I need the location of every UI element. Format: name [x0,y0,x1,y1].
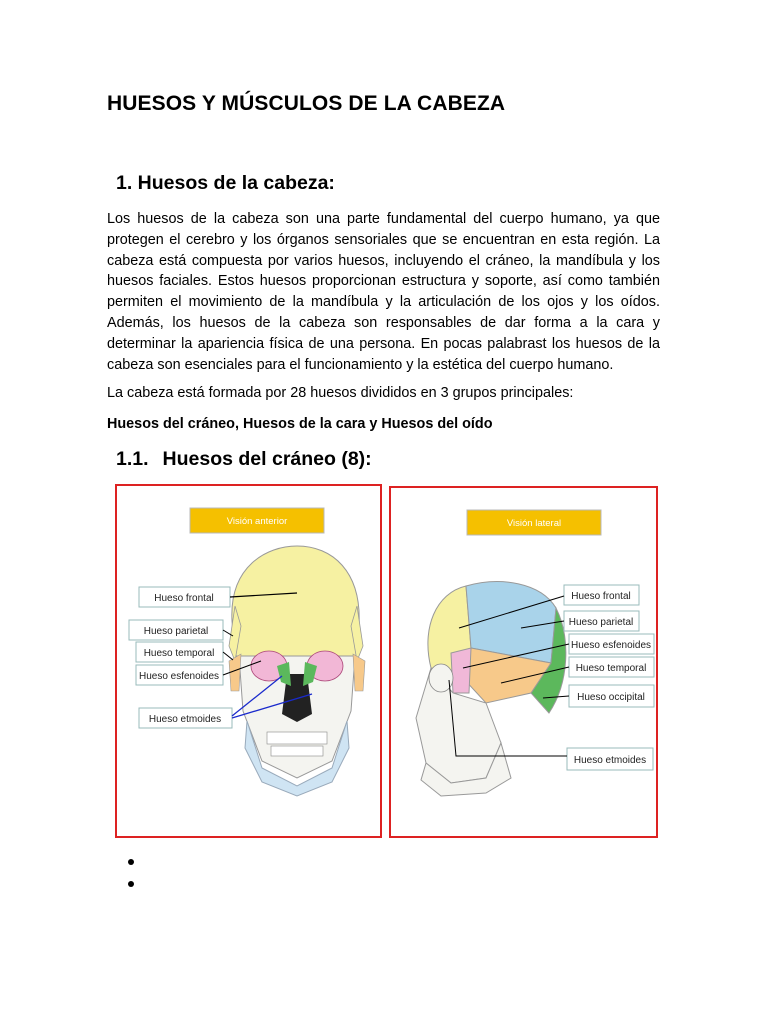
label-etmoides: Hueso etmoides [148,714,222,725]
label-parietal: Hueso parietal [143,626,209,637]
document-title: HUESOS Y MÚSCULOS DE LA CABEZA [107,92,506,115]
lateral-label-etmoides: Hueso etmoides [573,755,647,766]
lateral-title: Visión lateral [506,518,562,529]
section-heading-huesos-cabeza: 1. Huesos de la cabeza: [116,172,335,194]
lateral-label-frontal: Hueso frontal [571,591,631,602]
upper-teeth [267,732,327,744]
label-frontal: Hueso frontal [154,593,214,604]
lower-teeth [271,746,323,756]
subsection-heading-craneo [116,448,372,471]
label-esfenoides: Hueso esfenoides [138,671,220,682]
lateral-sphenoid-bone [451,648,471,693]
label-temporal: Hueso temporal [143,648,215,659]
anterior-title: Visión anterior [226,516,288,527]
lateral-skull-illustration [391,488,660,840]
empty-bullet-1 [128,859,134,865]
lateral-label-esfenoides: Hueso esfenoides [570,640,652,651]
subsection-number: 1.1. [116,448,149,470]
lateral-label-temporal: Hueso temporal [575,663,647,674]
skull-frontal-bone [232,546,359,656]
figure-anterior-view [115,484,382,838]
bone-groups-line: Huesos del cráneo, Huesos de la cara y Huesos del oído [107,416,493,432]
lateral-label-occipital: Hueso occipital [577,692,645,703]
subsection-title: Huesos del cráneo (8): [162,448,372,470]
bone-count-line: La cabeza está formada por 28 huesos divididos en 3 grupos principales: [107,385,574,401]
intro-paragraph: Los huesos de la cabeza son una parte fundamental del cuerpo humano, ya que protegen el cerebro y los órganos sensoriales que se encuentran en esta región. La cabeza está compuesta por varios huesos, incluyendo el cráneo, la mandíbula y los huesos faciales. Estos huesos proporcionan estructura y soporte, así como también permiten el movimiento de la mandíbula y la articulación de los ojos y los oídos. Además, los huesos de la cabeza son responsables de dar forma a la cara y determinar la apariencia física de una persona. En pocas palabrast los huesos de la cabeza son esenciales para el funcionamiento y la estética del cuerpo humano. [107,211,660,373]
figure-lateral-view [389,486,658,838]
temporal-right [353,654,365,691]
empty-bullet-2 [128,881,134,887]
lateral-label-parietal: Hueso parietal [568,617,634,628]
anterior-skull-illustration [117,486,384,840]
